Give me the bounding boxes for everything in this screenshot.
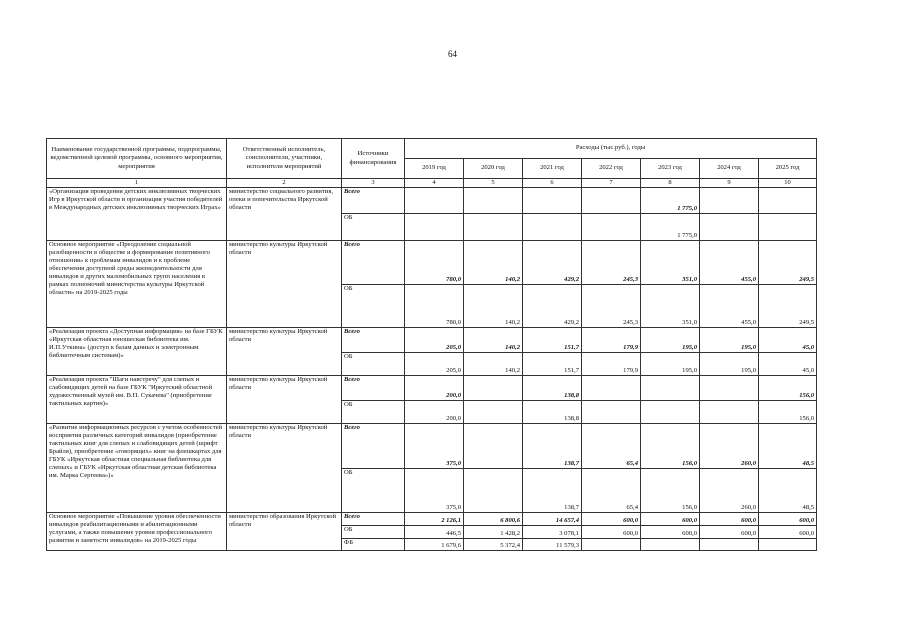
executor-cell: министерство образования Иркутской области — [227, 513, 342, 551]
column-number: 1 — [47, 179, 227, 188]
funding-source-cell: Всего — [342, 241, 405, 285]
column-number: 9 — [700, 179, 759, 188]
expense-value-cell — [700, 214, 759, 241]
expense-value-cell: 600,0 — [582, 513, 641, 526]
event-name-cell: Основное мероприятие «Повышение уровня обеспеченности инвалидов реабилитационными и абилитационными услугами, а также повышение уровня профессионального развития и занятости инвалидов» на 2019-2025 годы — [47, 513, 227, 551]
event-name-cell: Основное мероприятие «Преодоление социальной разобщенности в обществе и формирование позитивного отношения» к проблемам инвалидов и к проблеме обеспечения доступной среды жизнедеятельности для инвалидов и других маломобильных групп населения в рамках полномочий министерства культуры Иркутской области» на 2019-2025 годы — [47, 241, 227, 328]
expense-value-cell — [582, 376, 641, 401]
expense-value-cell: 151,7 — [523, 353, 582, 376]
event-name-cell: «Организация проведения детских инклюзивных творческих Игр в Иркутской области и организация участия победителей в Международных детских инклюзивных творческих Играх» — [47, 188, 227, 241]
expense-value-cell: 3 078,1 — [523, 526, 582, 539]
expense-value-cell: 780,0 — [405, 241, 464, 285]
expense-value-cell: 138,7 — [523, 424, 582, 469]
expense-value-cell — [464, 401, 523, 424]
expense-value-cell: 205,0 — [405, 353, 464, 376]
expense-value-cell: 156,0 — [641, 424, 700, 469]
event-name-cell: «Реализация проекта «Доступная информация» на базе ГБУК «Иркутская областная юношеская библиотека им. И.П.Уткина» (доступ к базам данных и электронным библиотечным системам)» — [47, 328, 227, 376]
header-executor: Ответственный исполнитель, соисполнители, участники, исполнители мероприятий — [227, 139, 342, 179]
expense-value-cell — [700, 188, 759, 214]
event-name-cell: «Реализация проекта "Шаги навстречу" для слепых и слабовидящих детей на базе ГБУК "Иркутский областной художественный музей им. В.П. Сукачева" (приобретение тактильных картин)» — [47, 376, 227, 424]
expense-value-cell: 600,0 — [641, 526, 700, 539]
column-number: 2 — [227, 179, 342, 188]
executor-cell: министерство социального развития, опеки и попечительства Иркутской области — [227, 188, 342, 241]
expense-value-cell — [464, 376, 523, 401]
expense-value-cell: 6 800,6 — [464, 513, 523, 526]
expense-value-cell — [582, 401, 641, 424]
funding-source-cell: Всего — [342, 513, 405, 526]
expense-value-cell — [759, 214, 817, 241]
expense-value-cell: 200,0 — [405, 376, 464, 401]
expense-value-cell: 600,0 — [582, 526, 641, 539]
expense-value-cell: 156,0 — [759, 401, 817, 424]
table-body — [47, 188, 817, 551]
executor-cell: министерство культуры Иркутской области — [227, 376, 342, 424]
expense-value-cell: 455,0 — [700, 241, 759, 285]
funding-source-cell: ОБ — [342, 526, 405, 539]
funding-source-cell: ФБ — [342, 539, 405, 551]
expense-value-cell: 195,0 — [641, 353, 700, 376]
expense-value-cell: 351,0 — [641, 241, 700, 285]
header-year: 2021 год — [523, 159, 582, 179]
header-expenses: Расходы (тыс.руб.), годы — [405, 139, 817, 159]
expense-value-cell: 205,0 — [405, 328, 464, 353]
expense-value-cell: 446,5 — [405, 526, 464, 539]
expense-value-cell: 260,0 — [700, 469, 759, 513]
expense-value-cell: 249,5 — [759, 241, 817, 285]
expense-value-cell: 138,7 — [523, 469, 582, 513]
expense-value-cell: 140,2 — [464, 285, 523, 328]
expense-value-cell — [641, 401, 700, 424]
table-row — [47, 188, 817, 214]
executor-cell: министерство культуры Иркутской области — [227, 241, 342, 328]
expense-value-cell: 156,0 — [641, 469, 700, 513]
table-row — [47, 513, 817, 526]
expense-value-cell: 195,0 — [700, 353, 759, 376]
expense-value-cell: 151,7 — [523, 328, 582, 353]
expense-value-cell — [464, 214, 523, 241]
column-number: 4 — [405, 179, 464, 188]
funding-source-cell: ОБ — [342, 469, 405, 513]
expense-value-cell — [700, 539, 759, 551]
expense-value-cell: 11 579,3 — [523, 539, 582, 551]
funding-source-cell: ОБ — [342, 285, 405, 328]
expense-value-cell: 48,5 — [759, 424, 817, 469]
expense-value-cell: 245,3 — [582, 241, 641, 285]
expense-value-cell: 179,9 — [582, 353, 641, 376]
expense-value-cell: 140,2 — [464, 353, 523, 376]
header-year: 2023 год — [641, 159, 700, 179]
expense-value-cell: 65,4 — [582, 469, 641, 513]
expense-value-cell: 249,5 — [759, 285, 817, 328]
column-number: 7 — [582, 179, 641, 188]
expense-value-cell — [464, 469, 523, 513]
event-name-cell: «Развитие информационных ресурсов с учетом особенностей восприятия различных категорий инвалидов (приобретение тактильных книг для слепых и слабовидящих детей (шрифт Брайля), приобретение «говорящих» книг на флешкартах для ГБУК «Иркутская областная специальная библиотека для слепых» и ГБУК «Иркутская областная детская библиотека им. Марка Сергеева»)» — [47, 424, 227, 513]
expense-value-cell — [759, 539, 817, 551]
expense-value-cell — [464, 424, 523, 469]
expense-value-cell: 179,9 — [582, 328, 641, 353]
expense-value-cell: 429,2 — [523, 241, 582, 285]
expense-value-cell: 1 775,0 — [641, 188, 700, 214]
expense-value-cell — [759, 188, 817, 214]
header-year: 2019 год — [405, 159, 464, 179]
expense-value-cell: 260,0 — [700, 424, 759, 469]
expense-value-cell: 780,0 — [405, 285, 464, 328]
header-year: 2020 год — [464, 159, 523, 179]
expense-value-cell: 600,0 — [700, 526, 759, 539]
expense-value-cell: 600,0 — [700, 513, 759, 526]
executor-cell: министерство культуры Иркутской области — [227, 328, 342, 376]
expense-value-cell: 48,5 — [759, 469, 817, 513]
expense-value-cell: 429,2 — [523, 285, 582, 328]
expense-value-cell: 45,0 — [759, 328, 817, 353]
expense-value-cell: 2 126,1 — [405, 513, 464, 526]
funding-source-cell: Всего — [342, 188, 405, 214]
expense-value-cell — [641, 376, 700, 401]
expense-value-cell: 375,0 — [405, 424, 464, 469]
table-row — [47, 376, 817, 401]
expense-value-cell: 45,0 — [759, 353, 817, 376]
expense-value-cell — [464, 188, 523, 214]
expense-value-cell: 140,2 — [464, 328, 523, 353]
header-name: Наименование государственной программы, подпрограммы, ведомственной целевой программы, основного мероприятия, мероприятия — [47, 139, 227, 179]
expense-value-cell: 195,0 — [700, 328, 759, 353]
funding-source-cell: ОБ — [342, 353, 405, 376]
expense-value-cell — [582, 188, 641, 214]
column-number: 3 — [342, 179, 405, 188]
expense-value-cell: 245,3 — [582, 285, 641, 328]
expense-value-cell — [405, 214, 464, 241]
expense-value-cell — [405, 188, 464, 214]
funding-source-cell: Всего — [342, 424, 405, 469]
column-number: 6 — [523, 179, 582, 188]
expense-value-cell: 5 372,4 — [464, 539, 523, 551]
funding-source-cell: ОБ — [342, 214, 405, 241]
expense-value-cell: 1 428,2 — [464, 526, 523, 539]
expense-value-cell — [700, 376, 759, 401]
expense-value-cell: 138,8 — [523, 376, 582, 401]
expense-value-cell — [582, 214, 641, 241]
expense-value-cell: 140,2 — [464, 241, 523, 285]
expense-value-cell: 200,0 — [405, 401, 464, 424]
header-year: 2024 год — [700, 159, 759, 179]
executor-cell: министерство культуры Иркутской области — [227, 424, 342, 513]
header-year: 2022 год — [582, 159, 641, 179]
expense-value-cell: 14 657,4 — [523, 513, 582, 526]
table-row — [47, 241, 817, 285]
expense-value-cell: 600,0 — [759, 526, 817, 539]
expense-value-cell: 1 775,0 — [641, 214, 700, 241]
funding-source-cell: ОБ — [342, 401, 405, 424]
expense-value-cell: 1 679,6 — [405, 539, 464, 551]
page-number: 64 — [448, 49, 457, 59]
expense-value-cell — [582, 539, 641, 551]
header-year: 2025 год — [759, 159, 817, 179]
expense-value-cell: 455,0 — [700, 285, 759, 328]
table-row — [47, 424, 817, 469]
expense-value-cell: 375,0 — [405, 469, 464, 513]
expense-value-cell: 600,0 — [641, 513, 700, 526]
column-number: 5 — [464, 179, 523, 188]
column-number: 8 — [641, 179, 700, 188]
budget-table — [46, 138, 817, 551]
funding-source-cell: Всего — [342, 328, 405, 353]
expense-value-cell: 156,0 — [759, 376, 817, 401]
expense-value-cell: 138,8 — [523, 401, 582, 424]
header-source: Источники финансирования — [342, 139, 405, 179]
table-row — [47, 328, 817, 353]
expense-value-cell — [641, 539, 700, 551]
expense-value-cell: 600,0 — [759, 513, 817, 526]
expense-value-cell — [700, 401, 759, 424]
expense-value-cell: 195,0 — [641, 328, 700, 353]
expense-value-cell — [523, 188, 582, 214]
funding-source-cell: Всего — [342, 376, 405, 401]
expense-value-cell — [523, 214, 582, 241]
expense-value-cell: 65,4 — [582, 424, 641, 469]
expense-value-cell: 351,0 — [641, 285, 700, 328]
column-number: 10 — [759, 179, 817, 188]
